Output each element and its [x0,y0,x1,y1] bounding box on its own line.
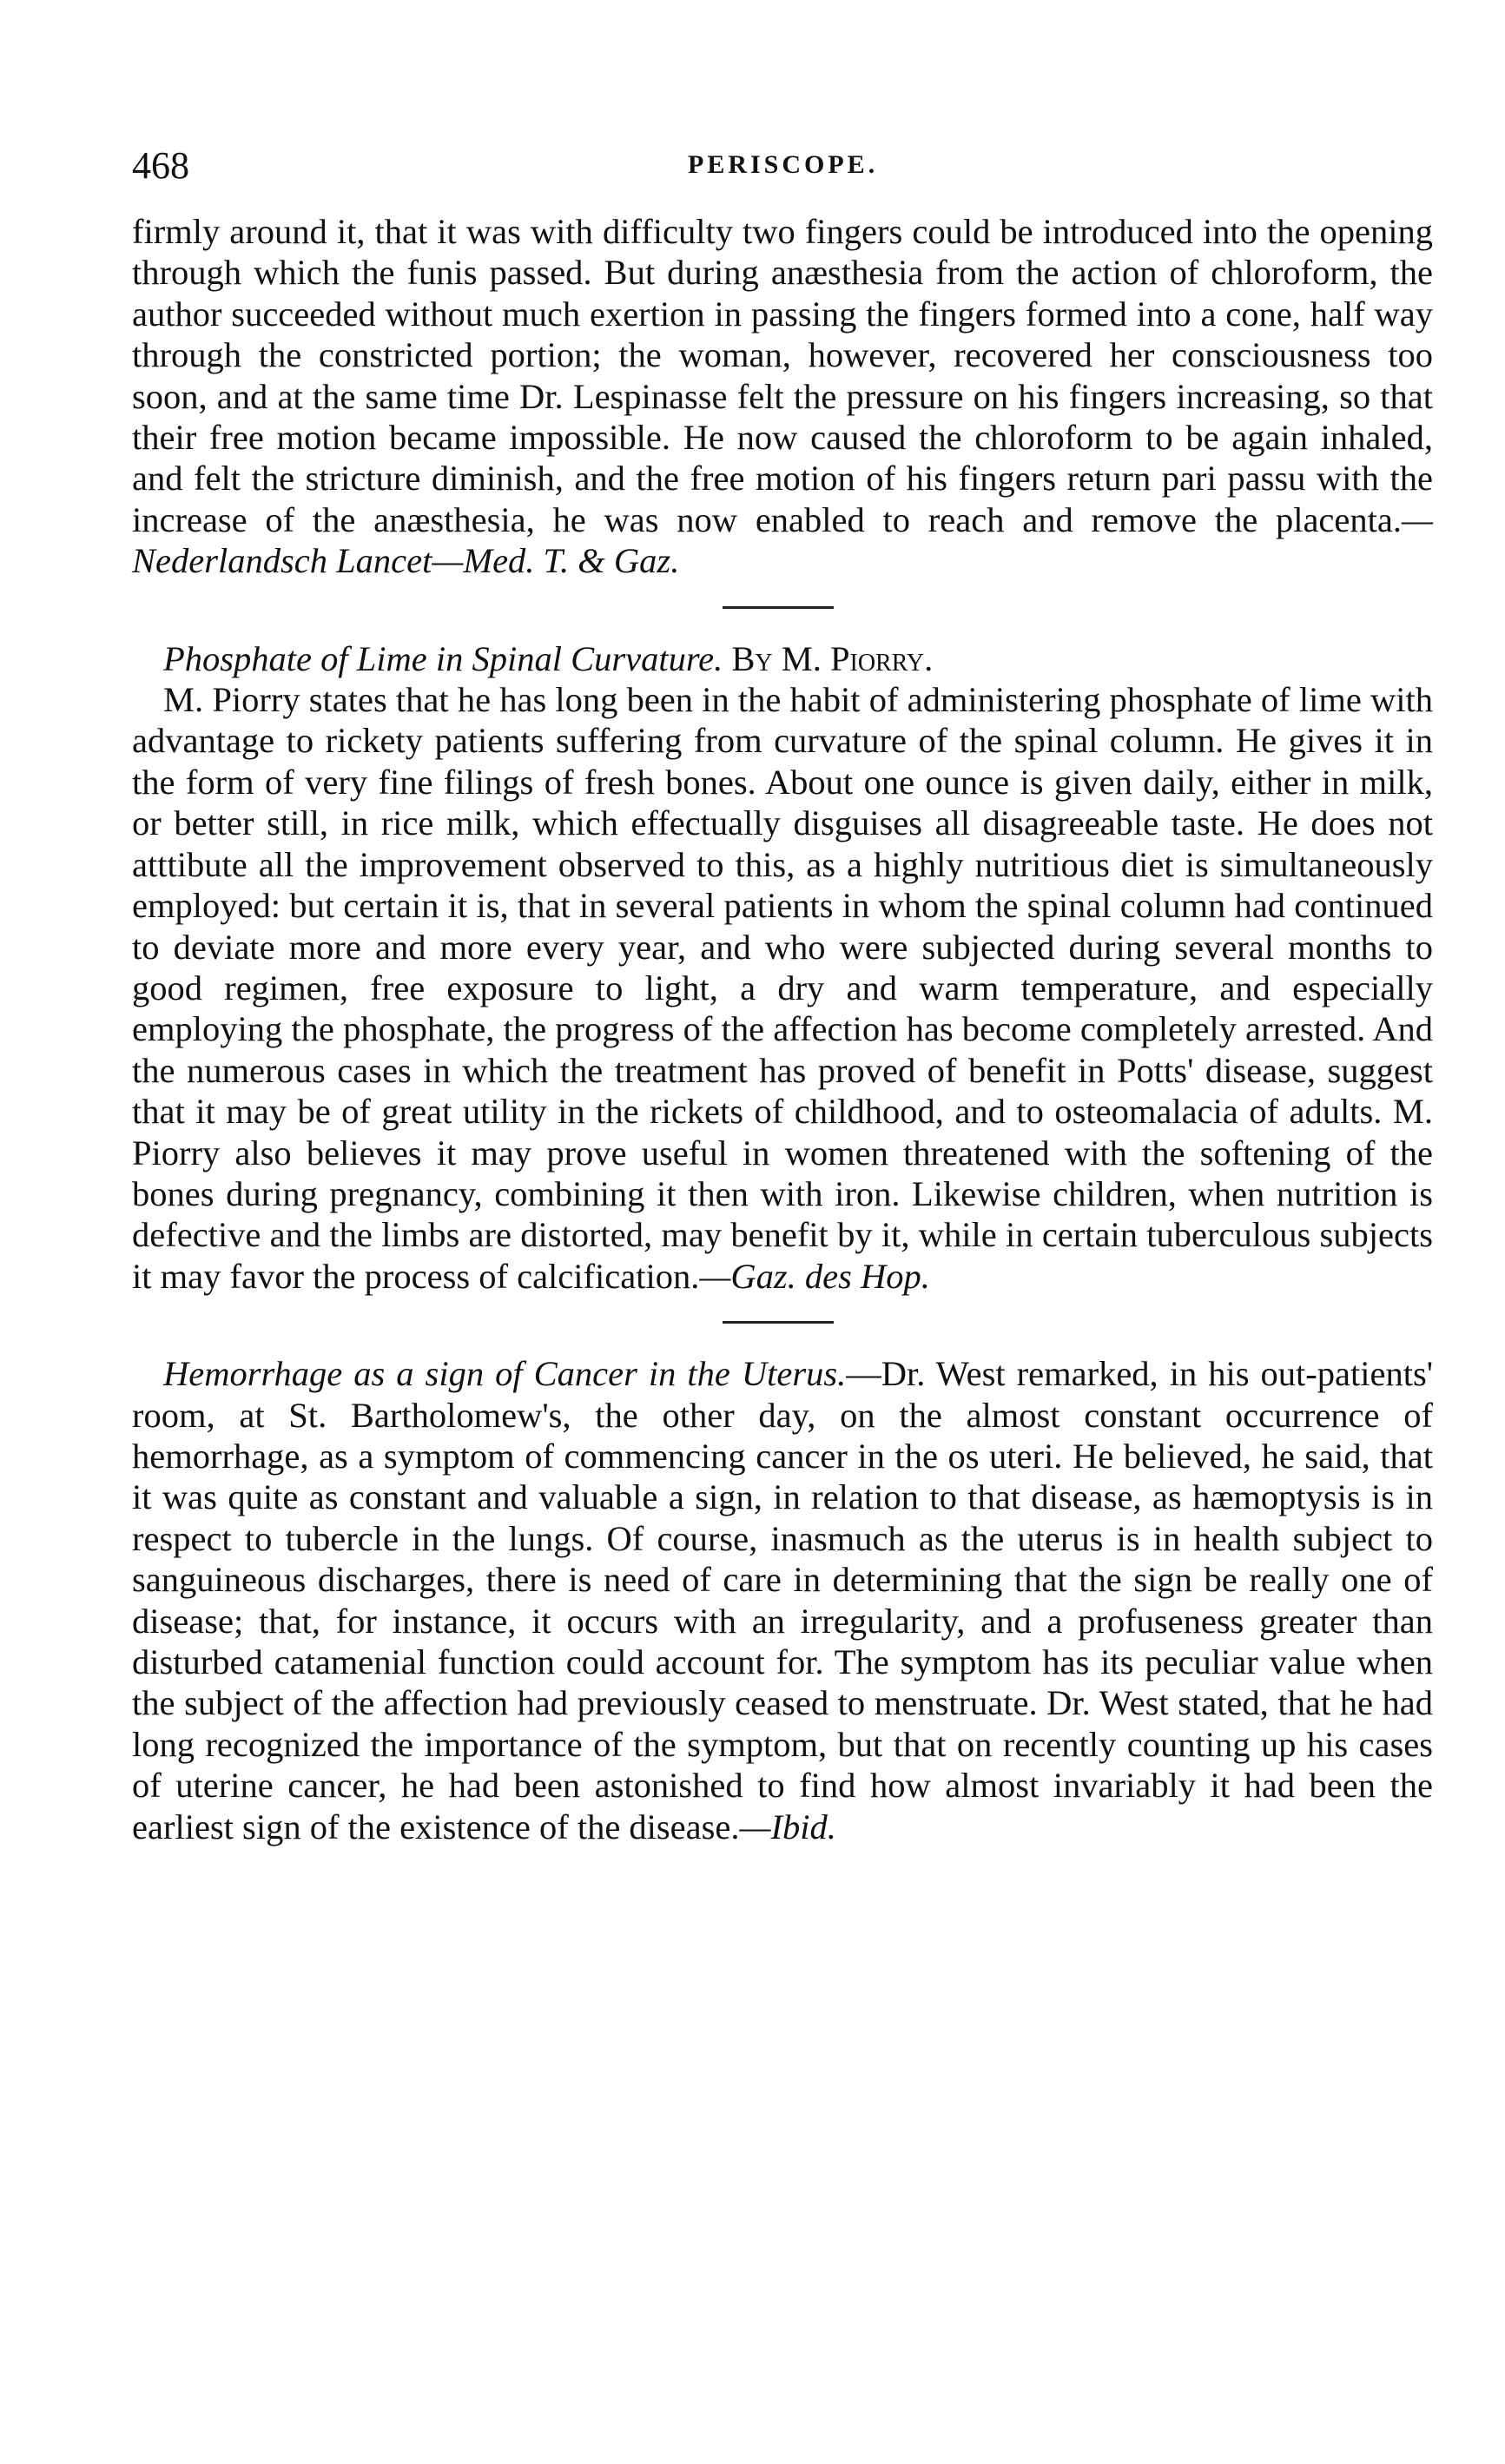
article-continuation [132,211,1433,582]
page [132,143,1433,1847]
article-heading-phosphate [132,638,1433,679]
page-number: 468 [132,144,189,187]
section-divider [723,606,834,609]
article-byline: By M. Piorry. [731,638,934,678]
article-phosphate [132,679,1433,1297]
article-title: Phosphate of Lime in Spinal Curvature. [163,638,723,678]
article-source: —Ibid. [739,1807,836,1846]
running-head [132,143,1433,185]
section-divider [723,1321,834,1324]
article-hemorrhage [132,1353,1433,1847]
running-title: PERISCOPE. [688,150,879,179]
article-title: Hemorrhage as a sign of Cancer in the Uterus. [163,1354,847,1394]
article-source: —Gaz. des Hop. [699,1256,930,1296]
article-body: firmly around it, that it was with difficulty two fingers could be introduced into the opening through which the funis passed. But during anæsthesia from the action of chloroform, the author succeeded without much exertion in passing the fingers formed into a cone, half way through the constricted portion; the woman, however, recovered her consciousness too soon, and at the same time Dr. Lespinasse felt the pressure on his fingers increasing, so that their free motion became impossible. He now caused the chloroform to be again inhaled, and felt the stricture diminish, and the free motion of his fingers return pari passu with the increase of the anæsthesia, he was now enabled to reach and remove the placenta. [132,212,1433,539]
article-body: M. Piorry states that he has long been in the habit of administering phosphate of lime with advantage to rickety patients suffering from curvature of the spinal column. He gives it in the form of very fine filings of fresh bones. About one ounce is given daily, either in milk, or better still, in rice milk, which effectually disguises all disagreeable taste. He does not atttibute all the improvement observed to this, as a highly nutritious diet is simultaneously employed: but certain it is, that in several patients in whom the spinal column had continued to deviate more and more every year, and who were subjected during several months to good regimen, free exposure to light, a dry and warm temperature, and especially employing the phosphate, the progress of the affection has become completely arrested. And the numerous cases in which the treatment has proved of benefit in Potts' disease, suggest that it may be of great utility in the rickets of childhood, and to osteomalacia of adults. M. Piorry also believes it may prove useful in women threatened with the softening of the bones during pregnancy, combining it then with iron. Likewise children, when nutrition is defective and the limbs are distorted, may benefit by it, while in certain tuberculous subjects it may favor the process of calcification. [132,680,1433,1296]
article-body: —Dr. West remarked, in his out-patients' room, at St. Bartholomew's, the other day, on the almost constant occurrence of hemorrhage, as a symptom of commencing cancer in the os uteri. He believed, he said, that it was quite as constant and valuable a sign, in relation to that disease, as hæmoptysis is in respect to tubercle in the lungs. Of course, inasmuch as the uterus is in health subject to sanguineous discharges, there is need of care in determining that the sign be really one of disease; that, for instance, it occurs with an irregularity, and a profuseness greater than disturbed catamenial function could account for. The symptom has its peculiar value when the subject of the affection had previously ceased to menstruate. Dr. West stated, that he had long recognized the importance of the symptom, but that on recently counting up his cases of uterine cancer, he had been astonished to find how almost invariably it had been the earliest sign of the existence of the disease. [132,1354,1434,1846]
article-source: —Nederlandsch Lancet—Med. T. & Gaz. [132,499,1433,581]
